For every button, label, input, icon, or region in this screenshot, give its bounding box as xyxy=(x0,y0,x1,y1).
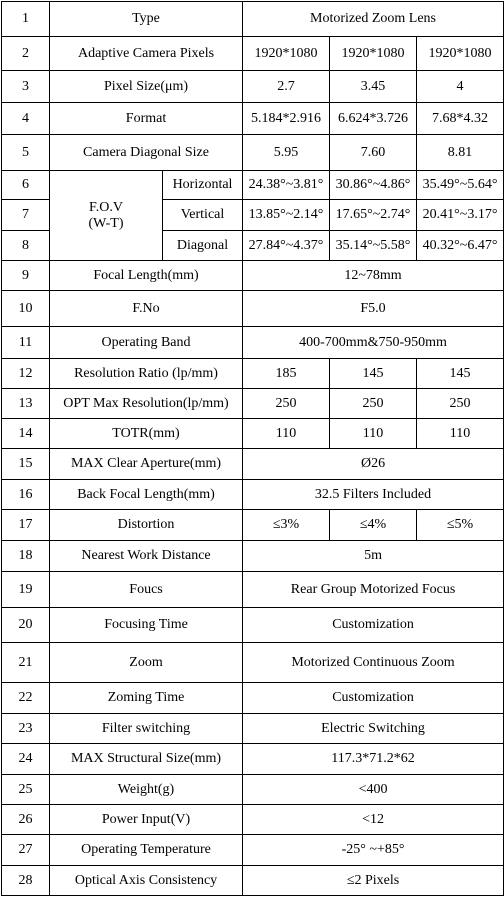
spec-value-col2: 3.45 xyxy=(330,71,417,103)
spec-value-col2: 250 xyxy=(330,389,417,419)
fov-label-line2: (W-T) xyxy=(88,215,124,231)
spec-label: Nearest Work Distance xyxy=(50,541,243,572)
row-number: 22 xyxy=(2,683,50,714)
spec-value: Ø26 xyxy=(243,449,504,480)
table-row xyxy=(2,714,504,744)
spec-value-col3: 110 xyxy=(417,419,504,449)
table-row xyxy=(2,510,504,541)
table-row xyxy=(2,171,504,200)
fov-group-label xyxy=(50,171,163,261)
spec-value-col2: 145 xyxy=(330,359,417,389)
row-number: 21 xyxy=(2,643,50,683)
spec-value-col2: 110 xyxy=(330,419,417,449)
spec-value-col1: 110 xyxy=(243,419,330,449)
table-row xyxy=(2,327,504,359)
spec-value-col1: 185 xyxy=(243,359,330,389)
fov-sub-label: Diagonal xyxy=(163,231,243,261)
spec-label: Zoming Time xyxy=(50,683,243,714)
spec-value: Electric Switching xyxy=(243,714,504,744)
spec-label: Resolution Ratio (lp/mm) xyxy=(50,359,243,389)
spec-value-col1: 5.184*2.916 xyxy=(243,103,330,135)
spec-value: Customization xyxy=(243,608,504,643)
table-row xyxy=(2,835,504,866)
spec-label: TOTR(mm) xyxy=(50,419,243,449)
row-number: 18 xyxy=(2,541,50,572)
table-row xyxy=(2,2,504,37)
table-row xyxy=(2,683,504,714)
spec-label: Optical Axis Consistency xyxy=(50,866,243,896)
spec-value-col1: 27.84°~4.37° xyxy=(243,231,330,261)
table-row xyxy=(2,608,504,643)
row-number: 1 xyxy=(2,2,50,37)
fov-sub-label: Horizontal xyxy=(163,171,243,200)
spec-label: MAX Clear Aperture(mm) xyxy=(50,449,243,480)
row-number: 4 xyxy=(2,103,50,135)
row-number: 23 xyxy=(2,714,50,744)
row-number: 6 xyxy=(2,171,50,200)
spec-value: Customization xyxy=(243,683,504,714)
spec-value-col3: 7.68*4.32 xyxy=(417,103,504,135)
spec-value: 32.5 Filters Included xyxy=(243,480,504,510)
spec-value-col3: 8.81 xyxy=(417,135,504,171)
spec-value-col2: ≤4% xyxy=(330,510,417,541)
spec-value-col1: 24.38°~3.81° xyxy=(243,171,330,200)
spec-value-col1: 13.85°~2.14° xyxy=(243,200,330,231)
table-row xyxy=(2,866,504,896)
fov-sub-label: Vertical xyxy=(163,200,243,231)
row-number: 27 xyxy=(2,835,50,866)
spec-value-col1: ≤3% xyxy=(243,510,330,541)
spec-value: <400 xyxy=(243,775,504,805)
spec-label: Weight(g) xyxy=(50,775,243,805)
spec-label: MAX Structural Size(mm) xyxy=(50,744,243,775)
row-number: 7 xyxy=(2,200,50,231)
spec-value-col2: 6.624*3.726 xyxy=(330,103,417,135)
spec-value-col3: 4 xyxy=(417,71,504,103)
row-number: 20 xyxy=(2,608,50,643)
spec-value-col2: 1920*1080 xyxy=(330,37,417,71)
spec-value: Motorized Continuous Zoom xyxy=(243,643,504,683)
table-row xyxy=(2,71,504,103)
row-number: 14 xyxy=(2,419,50,449)
row-number: 2 xyxy=(2,37,50,71)
spec-value-col2: 35.14°~5.58° xyxy=(330,231,417,261)
spec-value: Rear Group Motorized Focus xyxy=(243,572,504,608)
spec-label: Type xyxy=(50,2,243,37)
spec-value-col1: 5.95 xyxy=(243,135,330,171)
spec-label: Back Focal Length(mm) xyxy=(50,480,243,510)
table-row xyxy=(2,103,504,135)
spec-value: Motorized Zoom Lens xyxy=(243,2,504,37)
table-row xyxy=(2,389,504,419)
spec-value-col3: 40.32°~6.47° xyxy=(417,231,504,261)
spec-label: Camera Diagonal Size xyxy=(50,135,243,171)
spec-value: -25° ~+85° xyxy=(243,835,504,866)
fov-label-line1: F.O.V xyxy=(89,199,123,215)
row-number: 19 xyxy=(2,572,50,608)
spec-label: Focusing Time xyxy=(50,608,243,643)
spec-value: <12 xyxy=(243,805,504,835)
spec-label: Format xyxy=(50,103,243,135)
spec-value-col1: 2.7 xyxy=(243,71,330,103)
table-row xyxy=(2,805,504,835)
spec-value: F5.0 xyxy=(243,291,504,327)
spec-value-col3: ≤5% xyxy=(417,510,504,541)
spec-value: 400-700mm&750-950mm xyxy=(243,327,504,359)
table-row xyxy=(2,37,504,71)
row-number: 25 xyxy=(2,775,50,805)
spec-label: F.No xyxy=(50,291,243,327)
spec-value-col3: 35.49°~5.64° xyxy=(417,171,504,200)
spec-label: Distortion xyxy=(50,510,243,541)
row-number: 12 xyxy=(2,359,50,389)
spec-value: 117.3*71.2*62 xyxy=(243,744,504,775)
row-number: 13 xyxy=(2,389,50,419)
row-number: 3 xyxy=(2,71,50,103)
table-row xyxy=(2,480,504,510)
table-row xyxy=(2,744,504,775)
row-number: 16 xyxy=(2,480,50,510)
spec-value-col2: 30.86°~4.86° xyxy=(330,171,417,200)
spec-value-col3: 1920*1080 xyxy=(417,37,504,71)
spec-value-col2: 7.60 xyxy=(330,135,417,171)
table-row xyxy=(2,419,504,449)
spec-value-col3: 250 xyxy=(417,389,504,419)
row-number: 24 xyxy=(2,744,50,775)
table-row xyxy=(2,449,504,480)
table-row xyxy=(2,541,504,572)
spec-value-col1: 250 xyxy=(243,389,330,419)
table-row xyxy=(2,261,504,291)
row-number: 26 xyxy=(2,805,50,835)
table-row xyxy=(2,135,504,171)
row-number: 11 xyxy=(2,327,50,359)
spec-value: 12~78mm xyxy=(243,261,504,291)
spec-value-col1: 1920*1080 xyxy=(243,37,330,71)
spec-label: Operating Temperature xyxy=(50,835,243,866)
row-number: 28 xyxy=(2,866,50,896)
row-number: 8 xyxy=(2,231,50,261)
spec-label: Power Input(V) xyxy=(50,805,243,835)
table-row xyxy=(2,572,504,608)
spec-label: Focal Length(mm) xyxy=(50,261,243,291)
spec-table xyxy=(1,1,504,896)
table-row xyxy=(2,359,504,389)
row-number: 9 xyxy=(2,261,50,291)
row-number: 17 xyxy=(2,510,50,541)
row-number: 5 xyxy=(2,135,50,171)
row-number: 15 xyxy=(2,449,50,480)
table-row xyxy=(2,291,504,327)
spec-label: Pixel Size(μm) xyxy=(50,71,243,103)
spec-label: Zoom xyxy=(50,643,243,683)
spec-value-col2: 17.65°~2.74° xyxy=(330,200,417,231)
spec-value: ≤2 Pixels xyxy=(243,866,504,896)
spec-label: Filter switching xyxy=(50,714,243,744)
spec-value: 5m xyxy=(243,541,504,572)
spec-value-col3: 20.41°~3.17° xyxy=(417,200,504,231)
spec-value-col3: 145 xyxy=(417,359,504,389)
spec-label: Adaptive Camera Pixels xyxy=(50,37,243,71)
table-row xyxy=(2,775,504,805)
spec-label: Foucs xyxy=(50,572,243,608)
row-number: 10 xyxy=(2,291,50,327)
spec-label: OPT Max Resolution(lp/mm) xyxy=(50,389,243,419)
spec-label: Operating Band xyxy=(50,327,243,359)
table-row xyxy=(2,643,504,683)
